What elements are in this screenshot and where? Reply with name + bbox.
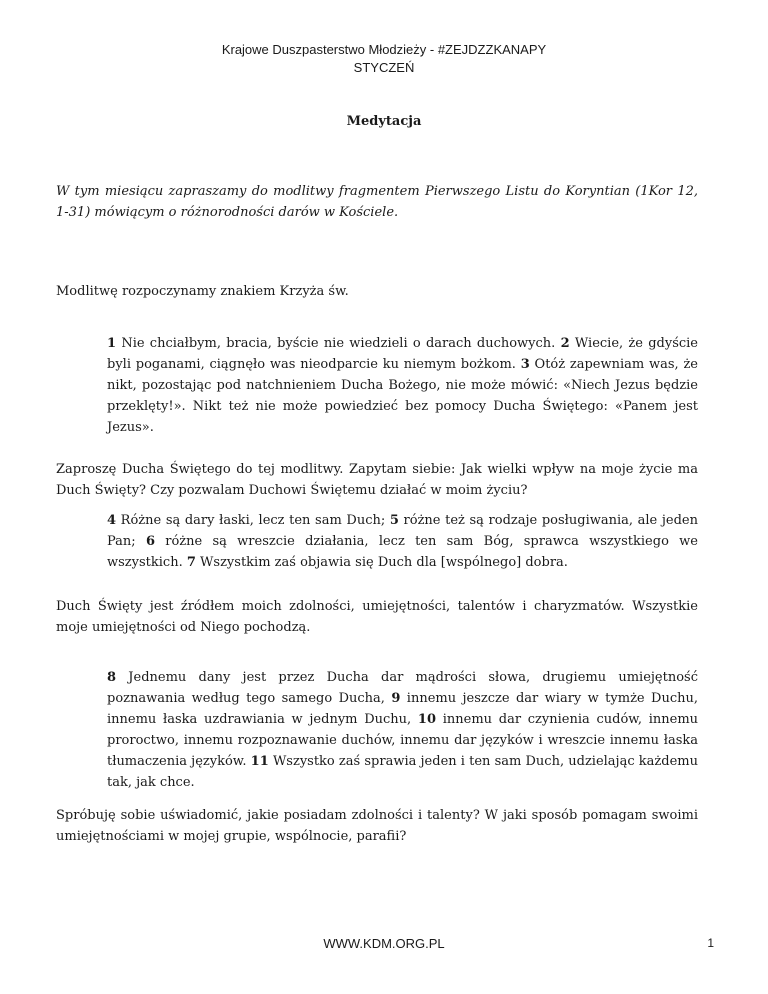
verse-number: 4 [107, 513, 117, 528]
verse-number: 7 [186, 555, 196, 570]
verse-text: Wszystkim zaś objawia się Duch dla [wspólnego] dobra. [200, 555, 568, 570]
page-header [0, 41, 768, 77]
verse-number: 8 [107, 670, 117, 685]
verse-text: innemu dar czynienia cudów, innemu proroctwo, innemu rozpoznawanie duchów, innemu dar języków i wreszcie innemu łaska tłumaczenia języków. [107, 712, 699, 769]
verse-number: 10 [417, 712, 437, 727]
scripture-quote-2 [107, 510, 698, 573]
verse-text: różne są wreszcie działania, lecz ten sam Bóg, sprawca wszystkiego we wszystkich. [107, 534, 698, 570]
header-month: STYCZEŃ [353, 60, 415, 75]
verse-number: 1 [107, 336, 117, 351]
verse-text: Nie chciałbym, bracia, byście nie wiedzieli o darach duchowych. [121, 336, 556, 351]
opening-paragraph: Modlitwę rozpoczynamy znakiem Krzyża św. [56, 284, 349, 299]
verse-number: 5 [389, 513, 399, 528]
scripture-quote-3 [107, 667, 698, 793]
verse-number: 2 [560, 336, 570, 351]
verse-text: Wszystko zaś sprawia jeden i ten sam Duch, udzielając każdemu tak, jak chce. [107, 754, 698, 790]
verse-number: 9 [391, 691, 401, 706]
document-title: Medytacja [346, 114, 422, 129]
verse-text: Jednemu dany jest przez Ducha dar mądrości słowa, drugiemu umiejętność poznawania według tego samego Ducha, [107, 670, 698, 706]
verse-number: 11 [250, 754, 269, 769]
reflection-paragraph-3: Spróbuję sobie uświadomić, jakie posiadam zdolności i talenty? W jaki sposób pomagam swoimi umiejętnościami w mojej grupie, wspólnocie, parafii? [56, 808, 698, 844]
verse-text: innemu jeszcze dar wiary w tymże Duchu, innemu łaska uzdrawiania w jednym Duchu, [107, 691, 698, 727]
page-number: 1 [707, 936, 714, 950]
footer-url: WWW.KDM.ORG.PL [323, 936, 445, 951]
header-organization: Krajowe Duszpasterstwo Młodzieży - #ZEJDZZKANAPY [221, 42, 547, 57]
verse-number: 3 [520, 357, 530, 372]
intro-paragraph: W tym miesiącu zapraszamy do modlitwy fragmentem Pierwszego Listu do Koryntian (1Kor 12, 1-31) mówiącym o różnorodności darów w Kościele. [56, 184, 698, 220]
verse-text: Różne są dary łaski, lecz ten sam Duch; [120, 513, 386, 528]
verse-number: 6 [145, 534, 155, 549]
reflection-paragraph-1: Zaproszę Ducha Świętego do tej modlitwy. Zapytam siebie: Jak wielki wpływ na moje życie ma Duch Święty? Czy pozwalam Duchowi Świętemu działać w moim życiu? [56, 462, 698, 498]
scripture-quote-1 [107, 333, 698, 438]
verse-text: Otóż zapewniam was, że nikt, pozostając pod natchnieniem Ducha Bożego, nie może mówić: «Niech Jezus będzie przeklęty!». Nikt też nie może powiedzieć bez pomocy Ducha Świętego: «Panem jest Jezus». [107, 357, 698, 435]
verse-text: Wiecie, że gdyście byli poganami, ciągnęło was nieodparcie ku niemym bożkom. [107, 336, 698, 372]
verse-text: różne też są rodzaje posługiwania, ale jeden Pan; [107, 513, 698, 549]
reflection-paragraph-2: Duch Święty jest źródłem moich zdolności, umiejętności, talentów i charyzmatów. Wszystkie moje umiejętności od Niego pochodzą. [56, 599, 698, 635]
